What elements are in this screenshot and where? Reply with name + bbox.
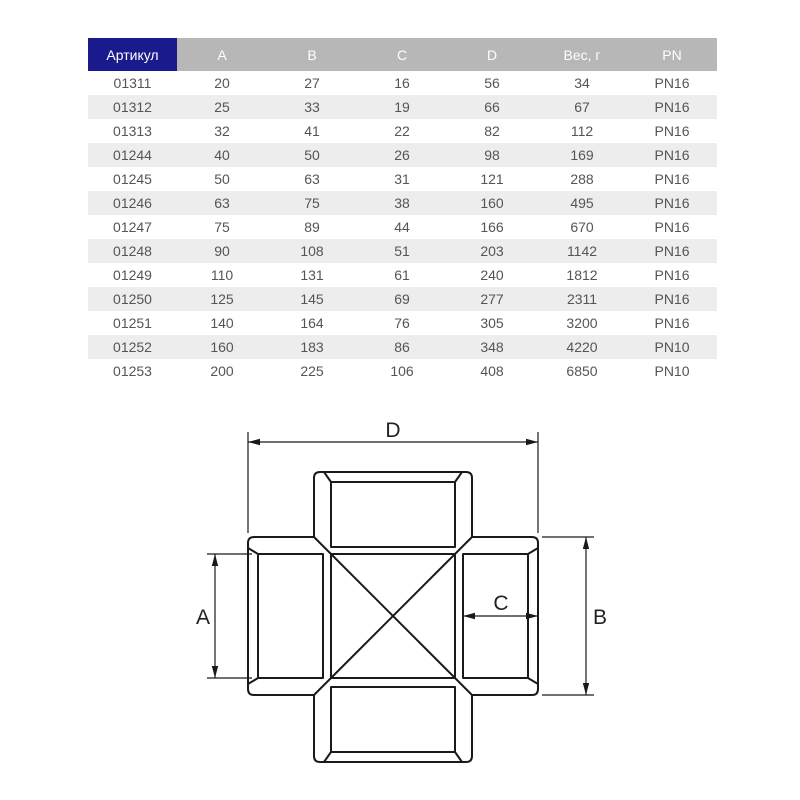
table-cell: PN10	[654, 363, 690, 379]
table-cell: 01311	[113, 75, 152, 91]
table-cell: 82	[484, 123, 500, 139]
table-cell: 01249	[113, 267, 152, 283]
header-cell-a: A	[177, 38, 267, 71]
table-cell: 108	[267, 239, 357, 263]
dimension-d-label: D	[385, 419, 401, 442]
header-cell-b: B	[267, 38, 357, 71]
table-cell: 288	[570, 171, 594, 187]
dimension-d-arrow-right	[526, 439, 538, 445]
table-cell: 20	[214, 75, 230, 91]
table-cell: 50	[267, 143, 357, 167]
table-cell: PN16	[654, 315, 690, 331]
table-cell: 31	[394, 171, 410, 187]
table-cell: 6850	[566, 363, 598, 379]
table-cell: 51	[357, 239, 447, 263]
table-cell: PN16	[627, 143, 717, 167]
dimension-d	[248, 419, 538, 533]
table-cell: 44	[394, 219, 410, 235]
table-cell: 90	[177, 239, 267, 263]
table-cell: 86	[357, 335, 447, 359]
table-cell: 01252	[88, 335, 177, 359]
table-cell: 131	[300, 267, 324, 283]
dimension-b-label: B	[592, 606, 608, 629]
table-cell: 01250	[88, 287, 177, 311]
table-cell: 348	[447, 335, 537, 359]
table-cell: 32	[214, 123, 230, 139]
dimension-c-arrow-right	[526, 613, 538, 619]
table-cell: 69	[357, 287, 447, 311]
table-cell: 225	[300, 363, 324, 379]
table-cell: 16	[394, 75, 410, 91]
table-cell: 26	[357, 143, 447, 167]
table-cell: 140	[210, 315, 234, 331]
table-cell: 670	[570, 219, 594, 235]
table-cell: PN10	[627, 335, 717, 359]
table-cell: 240	[480, 267, 504, 283]
table-cell: 27	[304, 75, 320, 91]
table-cell: PN16	[654, 123, 690, 139]
table-cell: PN16	[654, 75, 690, 91]
table-cell: 33	[267, 95, 357, 119]
table-cell: 01246	[88, 191, 177, 215]
table-cell: 25	[177, 95, 267, 119]
left-socket-bore	[258, 554, 323, 678]
table-cell: 3200	[566, 315, 598, 331]
table-cell: 121	[480, 171, 504, 187]
table-cell: 01253	[113, 363, 152, 379]
table-cell: 61	[394, 267, 410, 283]
table-cell: 22	[394, 123, 410, 139]
table-cell: 106	[390, 363, 414, 379]
header-cell-c: C	[357, 38, 447, 71]
dimension-a-arrow-bottom	[212, 666, 218, 678]
bottom-socket-bore	[331, 687, 455, 752]
table-cell: 183	[267, 335, 357, 359]
dimension-d-arrow-left	[248, 439, 260, 445]
table-cell: 169	[537, 143, 627, 167]
table-cell: 125	[177, 287, 267, 311]
top-socket-bore	[331, 482, 455, 547]
table-cell: 75	[267, 191, 357, 215]
table-cell: 66	[447, 95, 537, 119]
table-cell: 305	[480, 315, 504, 331]
table-cell: 01245	[113, 171, 152, 187]
table-cell: PN16	[627, 239, 717, 263]
table-cell: 63	[304, 171, 320, 187]
table-cell: 277	[447, 287, 537, 311]
table-cell: PN16	[654, 219, 690, 235]
dimension-a-label: A	[195, 606, 211, 629]
table-cell: 67	[537, 95, 627, 119]
table-cell: 98	[447, 143, 537, 167]
table-cell: 19	[357, 95, 447, 119]
table-cell: 76	[394, 315, 410, 331]
table-cell: 01248	[88, 239, 177, 263]
table-cell: 75	[214, 219, 230, 235]
table-cell: 56	[484, 75, 500, 91]
header-cell-article: Артикул	[88, 38, 177, 71]
table-cell: 01312	[88, 95, 177, 119]
table-cell: 112	[570, 123, 594, 139]
dimension-c-arrow-left	[463, 613, 475, 619]
table-cell: 166	[480, 219, 504, 235]
table-cell: 38	[357, 191, 447, 215]
table-cell: 160	[177, 335, 267, 359]
dimension-b	[542, 537, 607, 695]
table-cell: PN16	[654, 267, 690, 283]
table-cell: 160	[447, 191, 537, 215]
table-cell: 63	[177, 191, 267, 215]
dimension-a	[196, 554, 252, 678]
table-cell: 01247	[113, 219, 152, 235]
table-cell: 34	[574, 75, 590, 91]
dimension-a-extension-lines	[207, 554, 252, 678]
dimension-a-arrow-top	[212, 554, 218, 566]
header-cell-weight: Вес, г	[537, 38, 627, 71]
table-cell: PN16	[654, 171, 690, 187]
dimension-c-label: C	[493, 592, 509, 615]
table-cell: 01251	[113, 315, 152, 331]
dimension-b-arrow-bottom	[583, 683, 589, 695]
table-cell: 203	[447, 239, 537, 263]
table-cell: PN16	[627, 287, 717, 311]
table-cell: 41	[304, 123, 320, 139]
table-cell: 2311	[537, 287, 627, 311]
table-cell: 89	[304, 219, 320, 235]
table-cell: 01313	[113, 123, 152, 139]
dimension-c	[463, 592, 538, 619]
table-cell: 408	[480, 363, 504, 379]
table-cell: 01244	[88, 143, 177, 167]
table-cell: PN16	[627, 95, 717, 119]
table-cell: 1812	[566, 267, 598, 283]
table-cell: 200	[210, 363, 234, 379]
table-cell: 110	[210, 267, 234, 283]
table-cell: 145	[267, 287, 357, 311]
table-cell: 1142	[537, 239, 627, 263]
table-cell: PN16	[627, 191, 717, 215]
table-cell: 4220	[537, 335, 627, 359]
table-cell: 50	[214, 171, 230, 187]
dimension-b-arrow-top	[583, 537, 589, 549]
header-cell-pn: PN	[627, 38, 717, 71]
table-cell: 164	[300, 315, 324, 331]
header-cell-d: D	[447, 38, 537, 71]
table-cell: 495	[537, 191, 627, 215]
table-cell: 40	[177, 143, 267, 167]
